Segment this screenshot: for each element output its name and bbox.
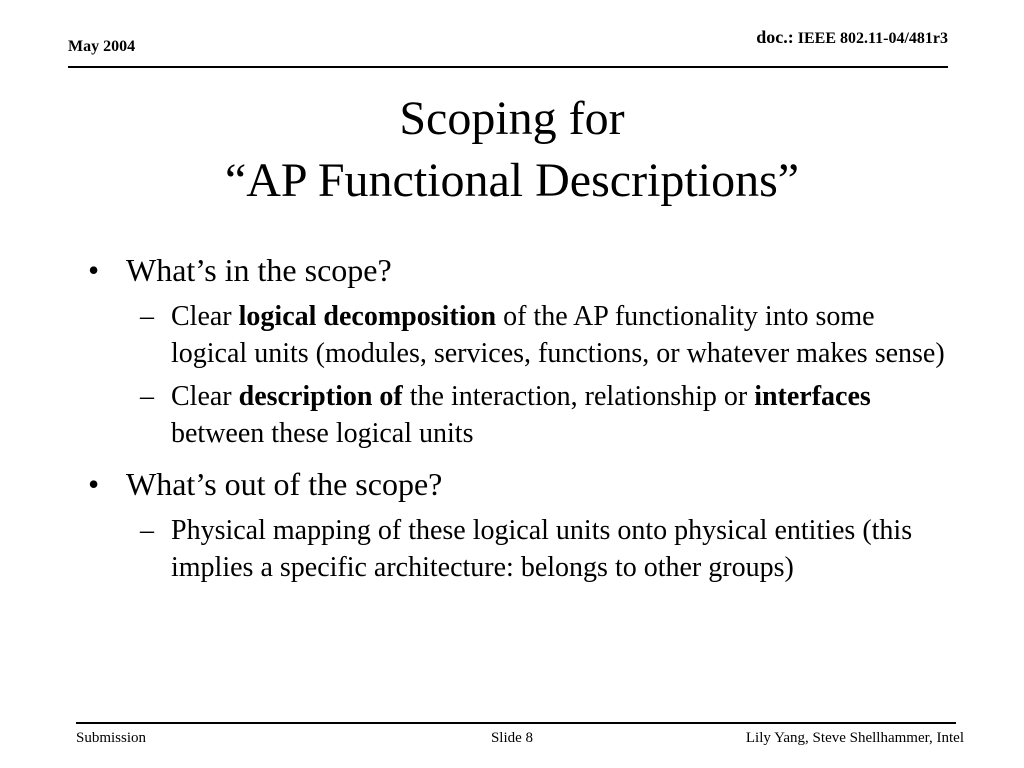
sub-bullet-dash: – (140, 381, 154, 412)
footer-authors: Lily Yang, Steve Shellhammer, Intel (745, 730, 964, 746)
slide-body (88, 252, 948, 600)
title-line-1: Scoping for (399, 92, 625, 145)
bullet-dot: • (88, 252, 100, 288)
sub-bullet-dash: – (140, 301, 154, 332)
bullet-text: What’s in the scope? (126, 252, 392, 288)
sub-bullet-physical-mapping (88, 512, 948, 586)
doc-number: IEEE 802.11-04/481r3 (797, 30, 948, 47)
bullet-group-out-of-scope (88, 466, 948, 586)
bullet-out-of-scope (88, 466, 948, 502)
header-rule (68, 66, 948, 68)
header-date: May 2004 (68, 38, 136, 55)
sub-bullet-dash: – (140, 515, 154, 546)
title-line-2: “AP Functional Descriptions” (224, 154, 800, 207)
footer-submission: Submission (76, 730, 147, 746)
slide-title (0, 88, 1024, 212)
bullet-dot: • (88, 466, 100, 502)
footer-slide-number: Slide 8 (490, 730, 534, 746)
sub-bullet-text: Clear description of the interaction, relationship or interfaces between these logical units (171, 381, 871, 449)
bullet-text: What’s out of the scope? (126, 466, 443, 502)
sub-bullet-text: Clear logical decomposition of the AP functionality into some logical units (modules, services, functions, or whatever makes sense) (171, 301, 945, 369)
bullet-group-in-scope (88, 252, 948, 452)
doc-label: doc.: (756, 27, 794, 47)
header-doc-id (756, 27, 948, 48)
sub-bullet-logical-decomposition (88, 298, 948, 372)
footer-rule (76, 722, 956, 724)
sub-bullet-description-of-interfaces (88, 378, 948, 452)
bullet-in-scope (88, 252, 948, 288)
sub-bullet-text: Physical mapping of these logical units onto physical entities (this implies a specific architecture: belongs to other groups) (171, 515, 913, 583)
